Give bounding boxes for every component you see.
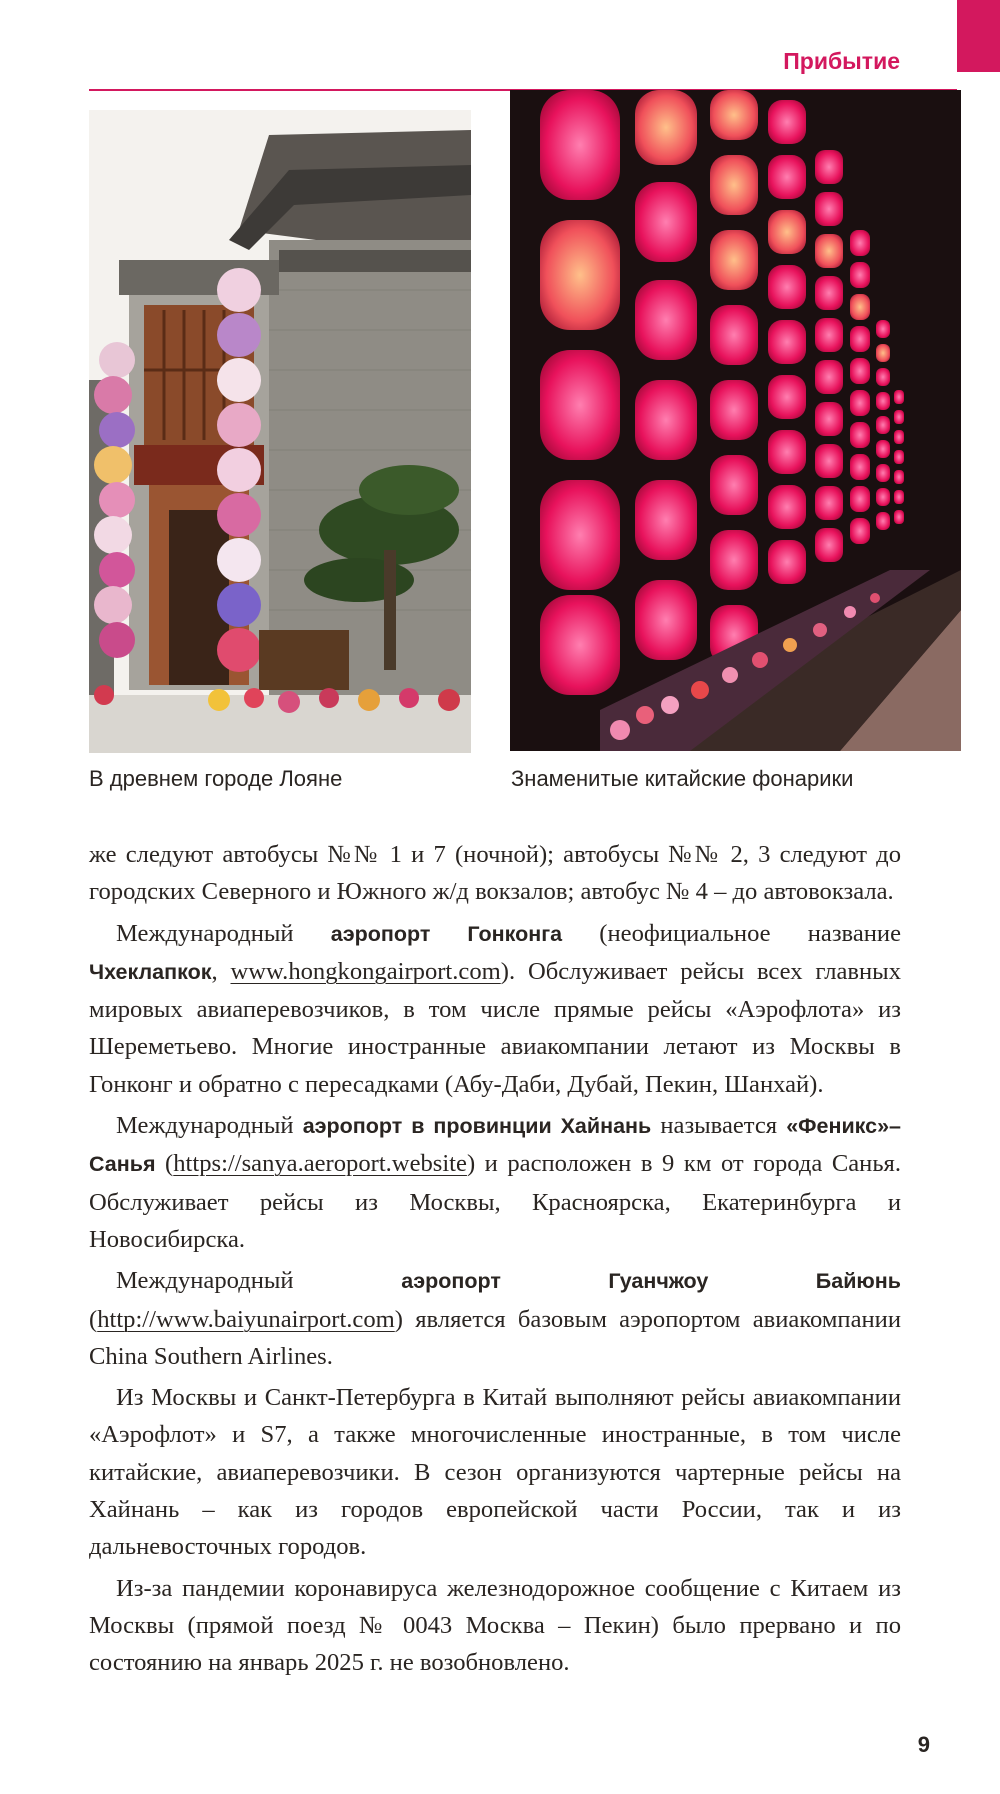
paragraph-guangzhou-airport: Международный аэропорт Гуанчжоу Байюнь (http://www.baiyunairport.com) является базовым аэропортом авиакомпании China Southern Airlines.: [89, 1267, 901, 1370]
paragraph-railway: Из-за пандемии коронавируса железнодорожное сообщение с Китаем из Москвы (прямой поезд № 0043 Москва – Пекин) было прервано и по состоянию на январь 2025 г. не возобновлено.: [89, 1574, 901, 1677]
sanya-airport-link[interactable]: https://sanya.aeroport.website: [173, 1150, 467, 1178]
airport-alt-name-bold: Чхеклапкок: [89, 959, 212, 984]
airport-alt-name-bold: «Феникс»–Санья: [89, 1114, 902, 1177]
airport-name-bold: аэропорт в провинции Хайнань: [302, 1114, 652, 1139]
ancient-building-with-umbrellas-image: [89, 110, 471, 753]
paragraph-hainan-airport: Международный аэропорт в провинции Хайнань называется «Феникс»–Санья (https://sanya.aeroport.website) и расположен в 9 км от города Санья. Обслуживает рейсы из Москвы, Красноярска, Екатеринбурга и Новосибирска.: [89, 1112, 902, 1253]
right-photo-caption: Знаменитые китайские фонарики: [511, 766, 854, 791]
baiyun-airport-link[interactable]: http://www.baiyunairport.com: [97, 1305, 395, 1333]
paragraph-flights-from-russia: Из Москвы и Санкт-Петербурга в Китай выполняют рейсы авиакомпании «Аэрофлот» и S7, а также многочисленные иностранные, в том числе китайские, авиаперевозчики. В сезон организуются чартерные рейсы на Хайнань – как из городов европейской части России, так и из дальневосточных городов.: [89, 1384, 901, 1561]
paragraph-buses: же следуют автобусы №№ 1 и 7 (ночной); автобусы №№ 2, 3 следуют до городских Северного и Южного ж/д вокзалов; автобус № 4 – до автовокзала.: [89, 841, 901, 906]
body-text: [89, 836, 901, 1682]
corner-color-tab: [957, 0, 1000, 72]
paragraph-hong-kong-airport: Международный аэропорт Гонконга (неофициальное название Чхеклапкок, www.hongkongairport.com). Обслуживает рейсы всех главных мировых авиаперевозчиков, в том числе прямые рейсы «Аэрофлота» из Шереметьево. Многие иностранные авиакомпании летают из Москвы в Гонконг и обратно с пересадками (Абу-Даби, Дубай, Пекин, Шанхай).: [89, 919, 902, 1098]
page-number: 9: [917, 1732, 930, 1757]
left-photo-caption: В древнем городе Лояне: [89, 766, 343, 791]
airport-name-bold: аэропорт Гонконга: [330, 921, 563, 946]
airport-name-bold: аэропорт Гуанчжоу Байюнь: [401, 1269, 901, 1294]
red-lanterns-image: [510, 90, 961, 751]
section-title: Прибытие: [783, 48, 900, 74]
hongkong-airport-link[interactable]: www.hongkongairport.com: [230, 957, 501, 985]
